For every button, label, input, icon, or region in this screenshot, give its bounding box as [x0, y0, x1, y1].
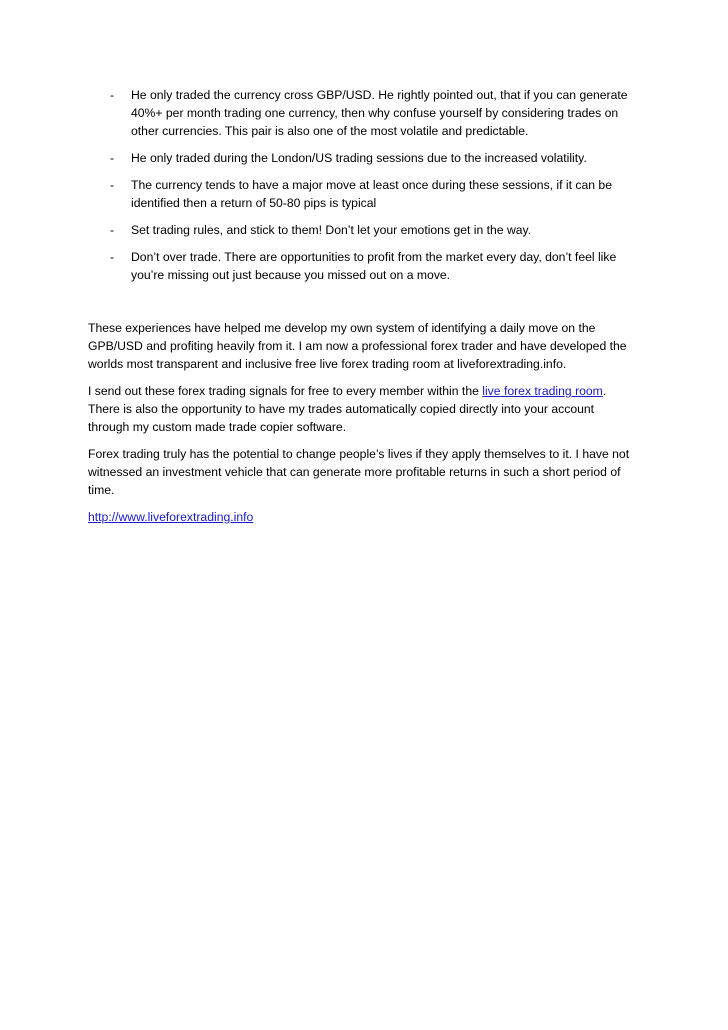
list-item: [0, 248, 633, 284]
bullet-dash: -: [110, 178, 115, 192]
bullet-text: The currency tends to have a major move at least once during these sessions, if it can be identified then a return of 50-80 pips is typical: [131, 178, 612, 210]
list-item: [0, 86, 633, 140]
bullet-text: Don’t over trade. There are opportunities to profit from the market every day, don’t feel like you’re missing out just because you missed out on a move.: [131, 250, 617, 282]
bullet-dash: -: [110, 151, 115, 165]
bullet-dash: -: [110, 223, 115, 237]
paragraph-signals-tail: . There is also the opportunity to have my trades automatically copied directly into your account through my custom made trade copier software.: [88, 384, 607, 434]
paragraph-url: [88, 508, 638, 526]
list-item: [0, 176, 633, 212]
bullet-text: He only traded during the London/US trading sessions due to the increased volatility.: [131, 151, 587, 165]
paragraph-potential: Forex trading truly has the potential to change people’s lives if they apply themselves to it. I have not witnessed an investment vehicle that can generate more profitable returns in such a short period of time.: [88, 447, 630, 497]
bullet-list: [0, 86, 728, 293]
paragraph-signals: [88, 382, 638, 436]
website-link[interactable]: http://www.liveforextrading.info: [88, 510, 254, 524]
paragraph-experiences: These experiences have helped me develop my own system of identifying a daily move on the GPB/USD and profiting heavily from it. I am now a professional forex trader and have developed the worlds most transparent and inclusive free live forex trading room at liveforextrading.info.: [88, 321, 627, 371]
list-item: [0, 221, 633, 239]
bullet-dash: -: [110, 88, 115, 102]
trading-room-link[interactable]: live forex trading room: [482, 384, 603, 398]
list-item: [0, 149, 633, 167]
bullet-dash: -: [110, 250, 115, 264]
bullet-text: He only traded the currency cross GBP/USD. He rightly pointed out, that if you can generate 40%+ per month trading one currency, then why confuse yourself by considering trades on other currencies. This pair is also one of the most volatile and predictable.: [131, 88, 628, 138]
bullet-text: Set trading rules, and stick to them! Don’t let your emotions get in the way.: [131, 223, 532, 237]
paragraph-signals-lead: I send out these forex trading signals for free to every member within the: [88, 384, 483, 398]
body-text: [88, 319, 638, 535]
